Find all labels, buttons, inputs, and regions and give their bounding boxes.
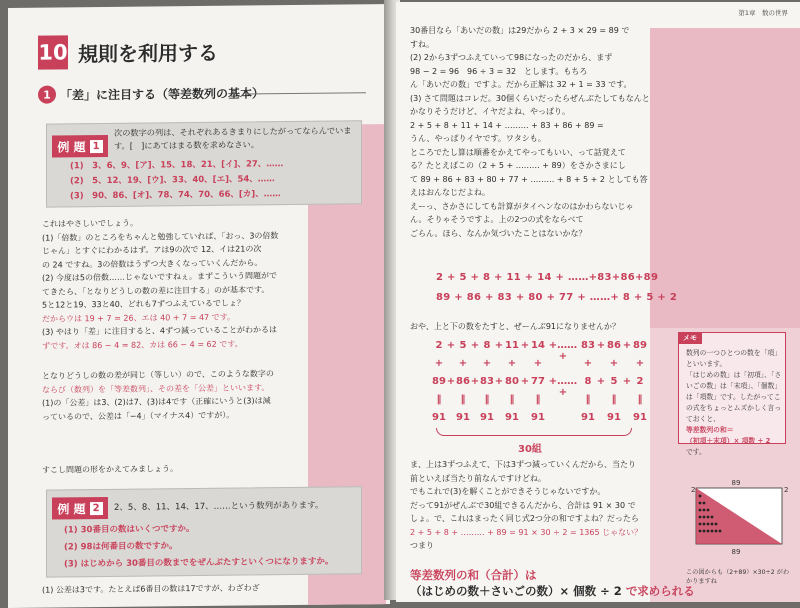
text-line: 前といえば当たり前なんですけどね。 (410, 473, 546, 483)
grid-cell: ‖ (484, 394, 490, 405)
grid-cell: + (533, 358, 543, 369)
grid-cell: 83 (480, 376, 494, 387)
grid-cell: 14 (531, 340, 545, 351)
grid-cell (520, 394, 530, 405)
grid-cell: ‖ (460, 394, 466, 405)
section-rule (246, 92, 366, 94)
memo-line: の式をちょっとムズかしく言っ (686, 404, 782, 412)
grid-cell: 91 (581, 412, 595, 423)
grid-cell: + (520, 340, 530, 351)
text-line: (3) やはり「差」に注目すると、4ずつ減っていることがわかるは (42, 325, 277, 337)
diagram-dot (707, 530, 710, 533)
text-line: となりどうしの数の差が同じ（等しい）ので、このような数字の (42, 369, 274, 381)
grid-cell: 91 (480, 412, 494, 423)
memo-formula-b: （初項＋末項）× 項数 ÷ 2 (686, 437, 771, 445)
running-head: 第1章 数の世界 (738, 9, 788, 17)
grid-cell (520, 358, 530, 369)
answer-1-start (42, 581, 310, 597)
grid-cell: 91 (607, 412, 621, 423)
text-line: 5と12と19、33と40、どれも7ずつふえているでしょ？ (42, 298, 245, 310)
diagram-top-label: 89 (731, 479, 741, 487)
memo-line: といいます。 (686, 360, 727, 368)
group-brace (436, 428, 632, 436)
formula-line-2 (410, 583, 695, 599)
explanation-1 (42, 215, 310, 353)
diagram-dot (703, 502, 706, 505)
right-page (396, 2, 800, 602)
example-2-q1: (1) 30番目の数はいくつですか。 (64, 524, 195, 536)
example-1-instructions: 次の数字の列は、それぞれあるきまりにしたがってならんでいます。[ ]にあてはまる数を求めなさい。 (114, 125, 352, 151)
prompt-text: おや、上と下の数をたすと、ぜーんぶ91になりませんか？ (410, 322, 621, 331)
grid-cell: 89 (432, 376, 446, 387)
example-2-label (52, 497, 108, 520)
grid-cell: 8 (483, 340, 491, 351)
text-line: うん、やっぱりイヤです。ワタシも。 (410, 134, 546, 143)
diagram-dot (707, 523, 710, 526)
diagram-dot (715, 523, 718, 526)
grid-cell (494, 412, 504, 423)
text-line: かなりそうだけど、イヤだよね、やっぱり。 (410, 107, 570, 116)
grid-cell (546, 412, 580, 423)
grid-cell (446, 394, 456, 405)
grid-cell: + (470, 376, 480, 387)
sum-grid-row-5 (432, 412, 648, 423)
staircase-diagram (688, 476, 788, 556)
grid-cell: 91 (456, 412, 470, 423)
grid-cell (622, 394, 632, 405)
grid-cell: 91 (505, 412, 519, 423)
grid-cell: +……+ (548, 340, 578, 362)
grid-cell: 91 (432, 412, 446, 423)
grid-cell: 5 (610, 376, 618, 387)
formula-tail: で求められる (625, 584, 695, 598)
example-label-text: 例 題 (57, 501, 86, 516)
memo-text (686, 348, 782, 458)
example-2-q2: (2) 98は何番目の数ですか。 (64, 541, 178, 553)
example-1-seq-2: (2) 5、12、19、[ウ]、33、40、[エ]、54、…… (70, 174, 275, 187)
text-line: これはやさしいでしょう。 (42, 218, 138, 229)
text-line: (1)の「公差」は3、(2)は7、(3)は4です（正確にいうと(3)は減 (42, 396, 271, 408)
text-line: っているので、公差は「−4」（マイナス4）ですが）。 (42, 410, 235, 422)
grid-cell: 8 (584, 376, 592, 387)
grid-cell: ‖ (637, 394, 643, 405)
grid-cell: 86 (607, 340, 621, 351)
text-line: つまり (410, 541, 434, 550)
grid-cell: + (446, 376, 456, 387)
text-line: えーっ、さかさにしても計算がタイヘンなのはかわらないじゃ (410, 201, 634, 211)
grid-cell: + (494, 376, 504, 387)
example-2-q3: (3) はじめから 30番目の数までをぜんぶたすといくつになりますか。 (64, 556, 334, 570)
text-line: 2 + 5 + 8 + ……… + 89 = 91 × 30 ÷ 2 = 1365 じゃない？ (410, 527, 643, 537)
explanation-2 (42, 367, 310, 424)
memo-end: です。 (686, 448, 706, 456)
grid-cell: + (596, 376, 606, 387)
text-line: じゃん」とすぐにわかるはず。アは9の次で 12、イは21の次 (42, 244, 262, 256)
grid-cell (596, 412, 606, 423)
diagram-caption: この図からも（2+89）×30÷2 がわかりますね (686, 569, 790, 585)
grid-cell (494, 358, 504, 369)
grid-cell (546, 358, 580, 369)
memo-line: 数列の一つひとつの数を「項」 (686, 349, 782, 357)
diagram-dot (699, 523, 702, 526)
explanation-3 (410, 24, 650, 240)
sum-formula (410, 567, 695, 599)
text-line: ん「あいだの数」ですよ。だから正解は 32 + 1 = 33 です。 (410, 80, 632, 89)
grid-cell: + (583, 358, 593, 369)
section-title: 「差」に注目する（等差数列の基本） (60, 85, 265, 102)
diagram-dot (707, 509, 710, 512)
memo-line: ておくと、 (686, 415, 720, 423)
section-heading (38, 83, 264, 103)
text-line: 2 + 5 + 8 + 11 + 14 + ……… + 83 + 86 + 89 = (410, 120, 604, 130)
right-margin-band (650, 28, 800, 328)
equation-reverse: 89 + 86 + 83 + 80 + 77 + ……+ 8 + 5 + 2 (436, 292, 678, 303)
text-line: (3) さて問題はコレだ。30個くらいだったらぜんぶたしてもなんと (410, 93, 650, 103)
grid-cell (470, 412, 480, 423)
text-line: 98 − 2 = 96 96 ÷ 3 = 32 とします。もちろ (410, 66, 588, 76)
grid-cell: + (446, 340, 456, 351)
diagram-dot (719, 530, 722, 533)
chapter-title: 規則を利用する (78, 40, 218, 67)
grid-cell: + (494, 340, 504, 351)
grid-cell (622, 412, 632, 423)
text-line: だからウは 19 + 7 = 26、エは 40 + 7 = 47 です。 (42, 312, 236, 324)
text-line: る？たとえばこの（2 + 5 + ……… + 89）をさかさまにし (410, 161, 626, 170)
example-label-text: 例 題 (57, 139, 86, 154)
grid-cell: ‖ (535, 394, 541, 405)
grid-cell: ‖ (585, 394, 591, 405)
grid-cell: + (507, 358, 517, 369)
grid-cell: + (520, 376, 530, 387)
group-count-label: 30組 (518, 444, 542, 455)
grid-cell: + (458, 358, 468, 369)
text-line: えはおんなじだよね。 (410, 188, 490, 197)
grid-cell: 2 (435, 340, 443, 351)
grid-cell (546, 394, 580, 405)
text-line: て 89 + 86 + 83 + 80 + 77 + ……… + 8 + 5 + 2 としても答 (410, 174, 648, 184)
diagram-dot (703, 530, 706, 533)
grid-cell: + (470, 340, 480, 351)
grid-cell (446, 412, 456, 423)
text-line: ところでたし算は順番をかえてやってもいい、って話覚えて (410, 147, 626, 157)
diagram-dot (711, 530, 714, 533)
text-line: だって91がぜんぶで30組できるんだから、合計は 91 × 30 で (410, 500, 636, 510)
grid-cell (494, 394, 504, 405)
formula-line-1: 等差数列の和（合計）は (410, 568, 537, 582)
grid-cell (446, 358, 456, 369)
grid-cell: +……+ (548, 376, 578, 398)
text-line: の 24 ですね。3の倍数はうずつ大きくなっていくんだから。 (42, 257, 263, 270)
grid-cell: + (635, 358, 645, 369)
transition-text: すこし問題の形をかえてみましょう。 (42, 464, 178, 475)
memo-line: いごの数」は「末項」、「個数」 (686, 382, 782, 390)
diagram-bottom-label: 89 (731, 548, 741, 556)
memo-tag: メモ (678, 332, 702, 344)
example-1-label (52, 135, 108, 158)
diagram-dot (699, 530, 702, 533)
grid-cell: 83 (581, 340, 595, 351)
grid-cell: ‖ (509, 394, 515, 405)
grid-cell: 2 (636, 376, 644, 387)
grid-cell: 11 (505, 340, 519, 351)
grid-cell (596, 394, 606, 405)
grid-cell: + (609, 358, 619, 369)
section-number: 1 (38, 85, 56, 103)
grid-cell: 5 (459, 340, 467, 351)
diagram-dot (699, 495, 702, 498)
diagram-dot (711, 516, 714, 519)
diagram-dot (707, 516, 710, 519)
text-line: (2) 2から3ずつふえていって98になったのだから、まず (410, 53, 613, 62)
formula-expression: （はじめの数＋さいごの数）× 個数 ÷ 2 (410, 584, 622, 598)
example-label-number: 1 (90, 140, 103, 153)
diagram-right-label: 2 (784, 486, 789, 494)
grid-cell: 77 (531, 376, 545, 387)
text-line: (2) 今度は5の倍数……じゃないですねぇ。まずこういう問題がで (42, 271, 277, 283)
text-line: ならび（数列）を「等差数列」、その差を「公差」といいます。 (42, 382, 270, 395)
text-line: すね。 (410, 39, 434, 49)
sum-grid-row-4 (432, 394, 648, 405)
grid-cell (622, 358, 632, 369)
text-line: 30番目なら「あいだの数」は29だから 2 + 3 × 29 = 89 で (410, 26, 630, 35)
grid-cell (596, 358, 606, 369)
grid-cell: + (434, 358, 444, 369)
diagram-dot (699, 509, 702, 512)
text-line: ん。そりゃそうですよ。上の2つの式をならべて (410, 215, 584, 224)
text-line: (1) 公差は3です。たとえば6番目の数は17ですが、わざわざ (42, 583, 260, 595)
grid-cell: 86 (456, 376, 470, 387)
grid-cell: + (622, 376, 632, 387)
text-line: てきたら、「となりどうしの数の差に注目する」のが基本です。 (42, 284, 270, 297)
text-line: ごらん。ほら、なんか気づいたことはないかな？ (410, 228, 587, 238)
diagram-dot (703, 509, 706, 512)
grid-cell: 80 (505, 376, 519, 387)
grid-cell (520, 412, 530, 423)
grid-cell: 91 (633, 412, 647, 423)
grid-cell: + (622, 340, 632, 351)
text-line: しょ。で、これはまったく同じ式2つ分の和ですよね？だったら (410, 514, 639, 523)
diagram-dot (715, 530, 718, 533)
chapter-number: 10 (38, 35, 68, 69)
diagram-dot (703, 516, 706, 519)
example-label-number: 2 (90, 502, 103, 515)
memo-line: は「項数」です。したがってこ (686, 393, 781, 401)
grid-cell: ‖ (611, 394, 617, 405)
diagram-dot (711, 523, 714, 526)
diagram-left-label: 2 (691, 486, 696, 494)
diagram-dot (703, 523, 706, 526)
diagram-dot (699, 516, 702, 519)
grid-cell: 89 (633, 340, 647, 351)
example-1-seq-1: (1) 3、6、9、[ア]、15、18、21、[イ]、27、…… (70, 159, 284, 172)
example-2-intro: 2、5、8、11、14、17、……という数列があります。 (114, 500, 324, 513)
grid-cell (470, 358, 480, 369)
memo-formula-a: 等差数列の和＝ (686, 426, 734, 434)
equation-forward: 2 + 5 + 8 + 11 + 14 + ……+83+86+89 (436, 272, 659, 283)
diagram-dot (699, 502, 702, 505)
grid-cell: ‖ (436, 394, 442, 405)
text-line: でもこれで(3)を解くことができそうじゃないですか。 (410, 487, 606, 496)
example-1-seq-3: (3) 90、86、[オ]、78、74、70、66、[カ]、…… (70, 189, 281, 202)
sum-grid-row-2 (432, 358, 648, 369)
text-line: ま、上は3ずつふえて、下は3ずつ減っていくんだから、当たり (410, 460, 637, 469)
memo-line: 「はじめの数」は「初項」、「さ (686, 371, 782, 379)
grid-cell (470, 394, 480, 405)
grid-cell: + (596, 340, 606, 351)
grid-cell: + (482, 358, 492, 369)
grid-cell: 91 (531, 412, 545, 423)
text-line: ずです。オは 86 − 4 = 82、カは 66 − 4 = 62 です。 (42, 339, 243, 351)
left-page (8, 4, 390, 608)
text-line: (1)「倍数」のところをちゃんと勉強していれば、「おっ、3の倍数 (42, 230, 279, 243)
explanation-4 (410, 458, 650, 553)
